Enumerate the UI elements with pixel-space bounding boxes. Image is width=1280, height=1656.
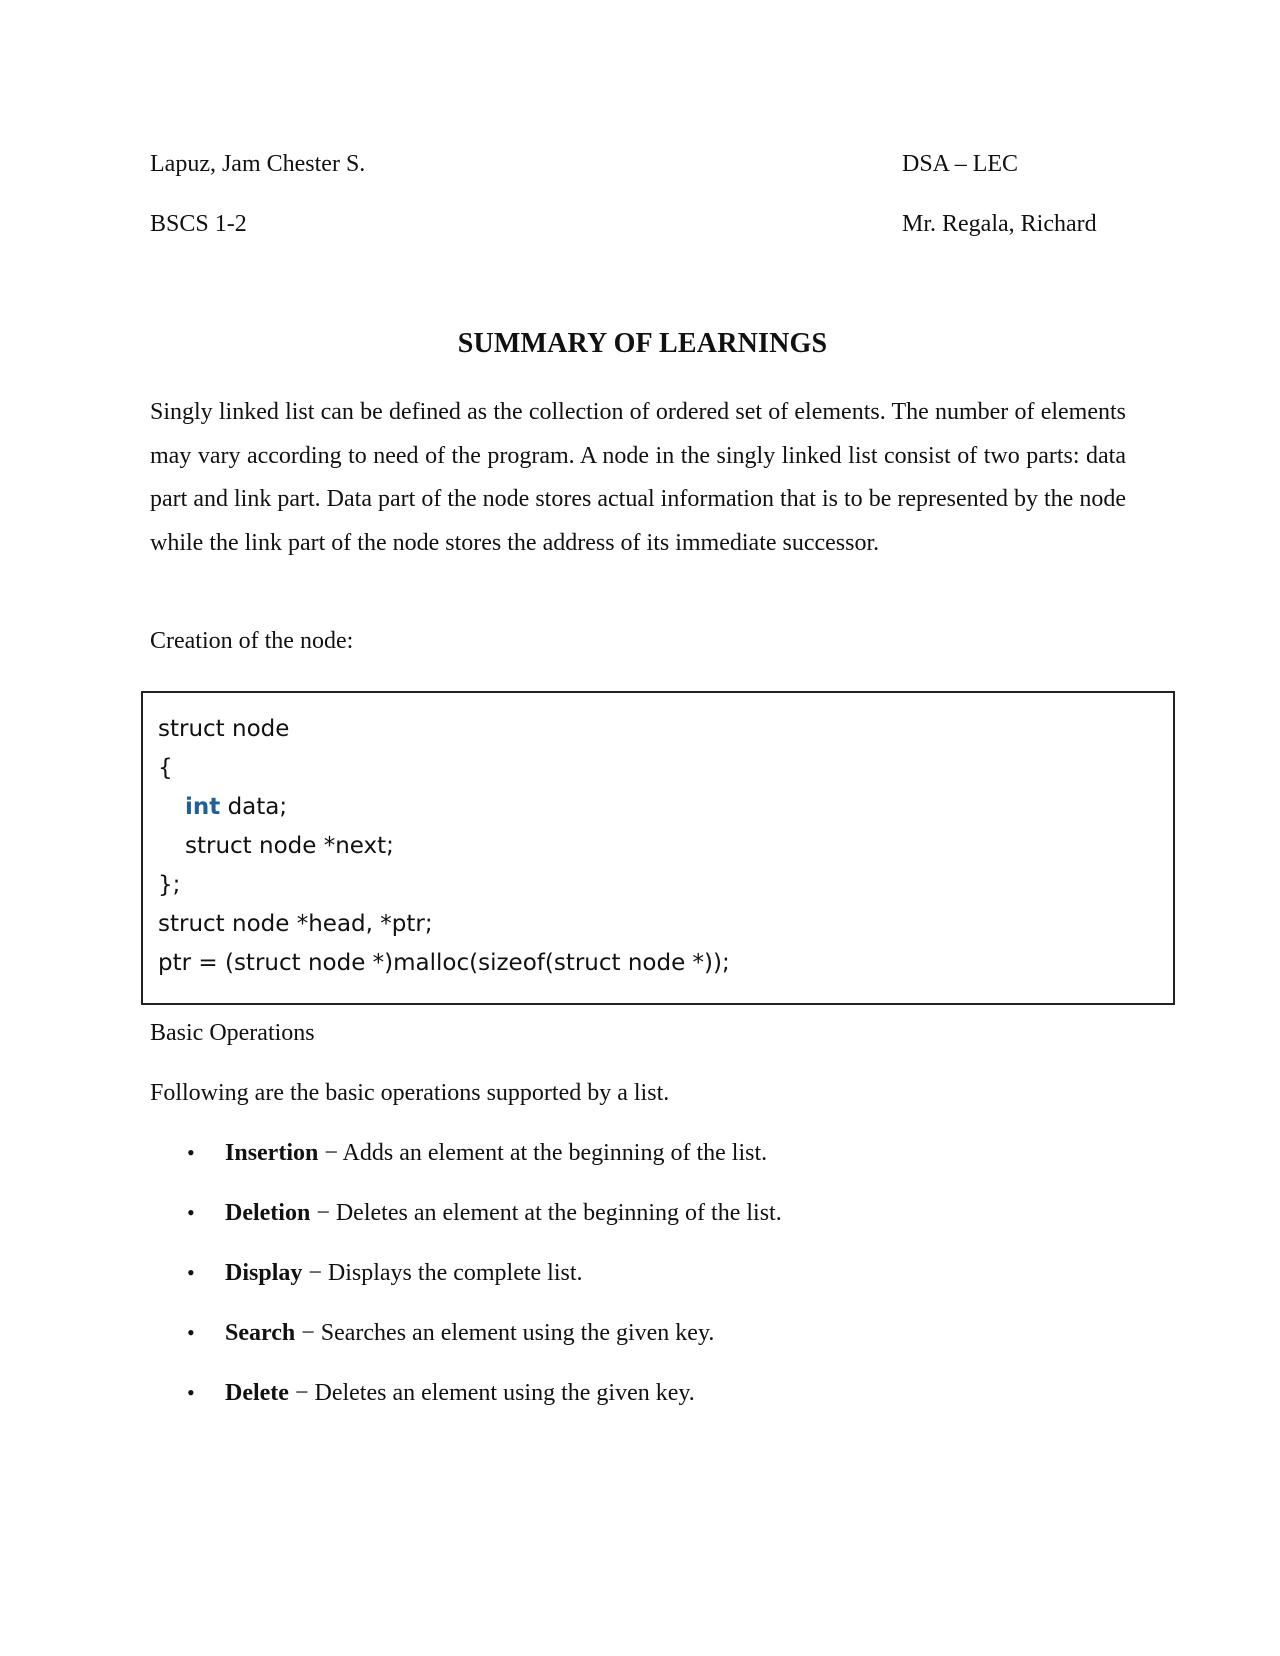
operation-text xyxy=(225,1199,782,1227)
code-line-1: struct node xyxy=(158,716,290,742)
operation-description: − Displays the complete list. xyxy=(302,1260,583,1286)
creation-label: Creation of the node: xyxy=(150,628,354,654)
operation-text xyxy=(225,1319,714,1347)
operation-description: − Searches an element using the given key. xyxy=(295,1320,715,1346)
code-line-3-rest: data; xyxy=(220,794,288,820)
student-section: BSCS 1-2 xyxy=(150,211,247,237)
code-keyword-int: int xyxy=(185,794,221,820)
code-line-7: ptr = (struct node *)malloc(sizeof(struct node *)); xyxy=(158,950,730,976)
page-title: SUMMARY OF LEARNINGS xyxy=(457,328,828,359)
code-line-4: struct node *next; xyxy=(185,833,394,859)
code-line-6: struct node *head, *ptr; xyxy=(158,911,433,937)
course-name: DSA – LEC xyxy=(902,151,1019,177)
basic-operations-heading: Basic Operations xyxy=(150,1020,315,1046)
operation-name: Insertion xyxy=(225,1140,319,1166)
bullet-icon: • xyxy=(187,1140,195,1165)
code-block xyxy=(141,691,1175,1005)
student-name: Lapuz, Jam Chester S. xyxy=(150,151,366,177)
operation-text xyxy=(225,1139,767,1167)
code-line-2: { xyxy=(158,755,173,781)
bullet-icon: • xyxy=(187,1200,195,1225)
code-line-5: }; xyxy=(158,872,181,898)
intro-paragraph: Singly linked list can be defined as the collection of ordered set of elements. The number of elements may vary according to need of the program. A node in the singly linked list consist of two parts: data part and link part. Data part of the node stores actual information that is to be represented by the node while the link part of the node stores the address of its immediate successor. xyxy=(150,399,1126,556)
operation-description: − Adds an element at the beginning of the list. xyxy=(318,1140,768,1166)
instructor-name: Mr. Regala, Richard xyxy=(902,211,1097,237)
operation-text xyxy=(225,1379,695,1407)
basic-operations-intro: Following are the basic operations supported by a list. xyxy=(150,1080,670,1106)
operation-name: Display xyxy=(225,1260,303,1286)
operation-name: Search xyxy=(225,1320,296,1346)
operation-name: Deletion xyxy=(225,1200,311,1226)
operation-text xyxy=(225,1259,583,1287)
operation-description: − Deletes an element at the beginning of the list. xyxy=(310,1200,782,1226)
operation-description: − Deletes an element using the given key. xyxy=(288,1380,695,1406)
bullet-icon: • xyxy=(187,1320,195,1345)
operation-name: Delete xyxy=(225,1380,289,1406)
bullet-icon: • xyxy=(187,1260,195,1285)
bullet-icon: • xyxy=(187,1380,195,1405)
code-line-3 xyxy=(185,793,287,821)
